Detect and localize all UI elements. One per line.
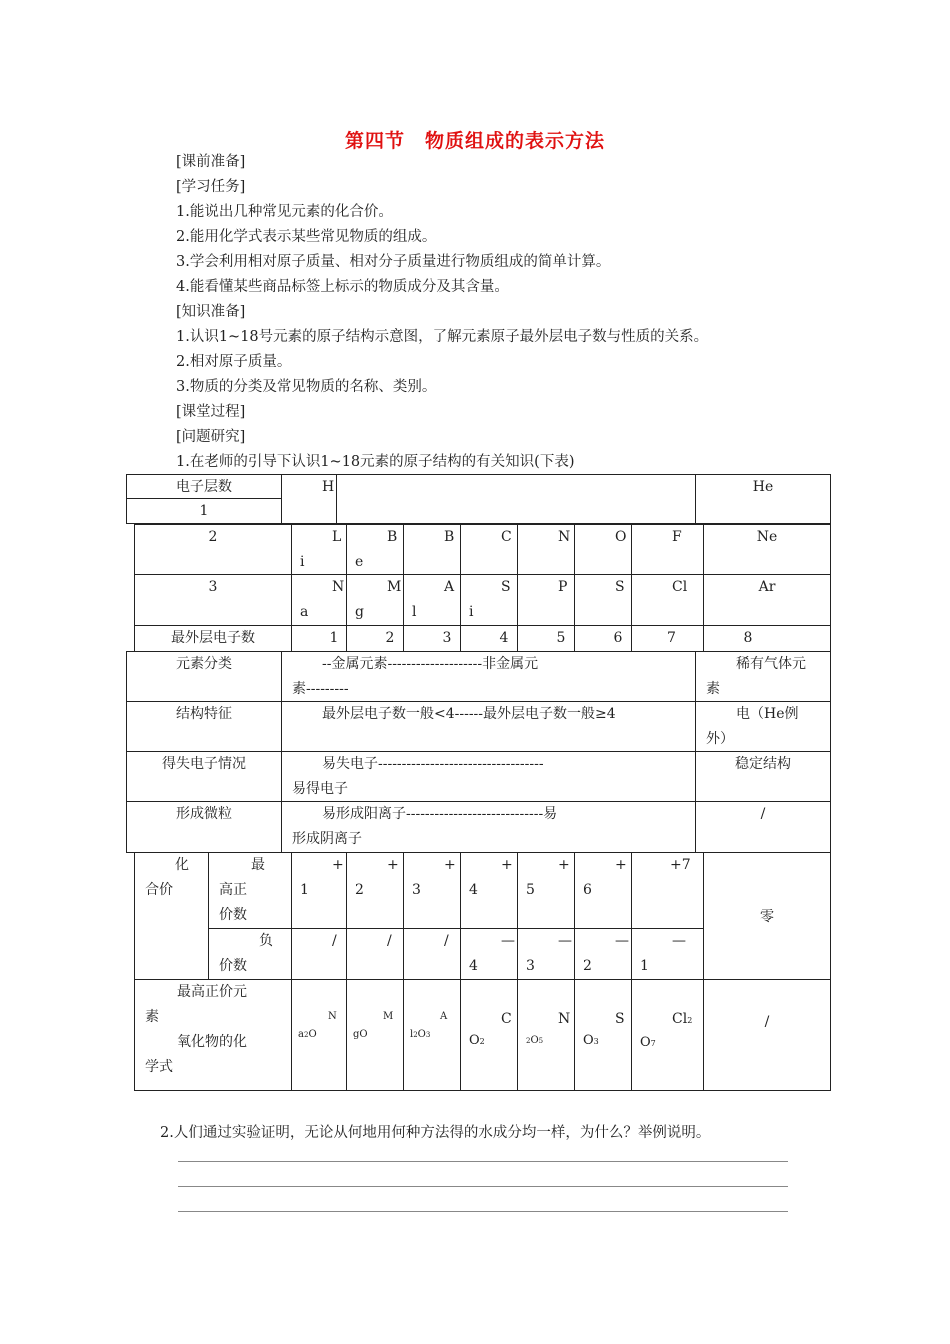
outer-electron-6-cell: 6: [574, 625, 632, 652]
oxide-so3-cell: S O3: [574, 979, 632, 1091]
research-item-1: 1.在老师的引导下认识1~18元素的原子结构的有关知识(下表): [176, 454, 575, 470]
task-item-1: 1.能说出几种常见元素的化合价。: [176, 204, 393, 220]
oxide-al2o3-cell: A l2O3: [403, 979, 461, 1091]
particle-label-cell: 形成微粒: [126, 801, 282, 853]
answer-line-1: [178, 1161, 788, 1162]
question-2: 2.人们通过实验证明，无论从何地用何种方法得的水成分均一样，为什么？举例说明。: [160, 1125, 711, 1141]
structure-label-cell: 结构特征: [126, 701, 282, 752]
element-si-cell: S i: [460, 574, 518, 626]
outer-electron-5-cell: 5: [517, 625, 575, 652]
valence-zero-cell: 零: [703, 852, 831, 980]
oxide-mgo-cell: M gO: [346, 979, 404, 1091]
element-o-cell: O: [574, 524, 632, 575]
particle-noble-cell: /: [695, 801, 831, 853]
element-n-cell: N: [517, 524, 575, 575]
knowledge-item-3: 3.物质的分类及常见物质的名称、类别。: [176, 379, 437, 395]
valence-neg-3-cell: /: [403, 928, 461, 980]
element-ne-cell: Ne: [703, 524, 831, 575]
outer-electron-8-cell: 8: [703, 625, 831, 652]
element-c-cell: C: [460, 524, 518, 575]
element-f-cell: F: [631, 524, 704, 575]
element-h-cell: H: [281, 474, 337, 524]
section-heading-prep: [课前准备]: [176, 154, 246, 170]
valence-neg-6-cell: — 2: [574, 928, 632, 980]
category-label-cell: 元素分类: [126, 651, 282, 702]
valence-high-2-cell: + 2: [346, 852, 404, 929]
knowledge-item-2: 2.相对原子质量。: [176, 354, 292, 370]
outer-electron-3-cell: 3: [403, 625, 461, 652]
valence-high-label-cell: 最 高正 价数: [208, 852, 292, 929]
valence-neg-5-cell: — 3: [517, 928, 575, 980]
oxide-n2o5-cell: N 2O5: [517, 979, 575, 1091]
task-item-3: 3.学会利用相对原子质量、相对分子质量进行物质组成的简单计算。: [176, 254, 611, 270]
electron-text-cell: 易失电子----------------------------------- 易得电子: [281, 751, 696, 802]
section-heading-task: [学习任务]: [176, 179, 246, 195]
outer-electron-4-cell: 4: [460, 625, 518, 652]
valence-neg-2-cell: /: [346, 928, 404, 980]
element-he-cell: He: [695, 474, 831, 524]
valence-neg-4-cell: — 4: [460, 928, 518, 980]
structure-text-cell: 最外层电子数一般<4------最外层电子数一般≥4: [281, 701, 696, 752]
period-1-cell: 1: [126, 498, 282, 524]
answer-line-3: [178, 1211, 788, 1212]
category-noble-cell: 稀有气体元 素: [695, 651, 831, 702]
particle-text-cell: 易形成阳离子-----------------------------易 形成阴离子: [281, 801, 696, 853]
header-label-cell: 电子层数: [126, 474, 282, 499]
page-title: 第四节 物质组成的表示方法: [344, 130, 605, 152]
valence-high-6-cell: + 6: [574, 852, 632, 929]
oxide-label-cell: 最高正价元 素 氧化物的化 学式: [134, 979, 292, 1091]
outer-electron-1-cell: 1: [291, 625, 347, 652]
period-2-cell: 2: [134, 524, 292, 575]
valence-label-cell: 化 合价: [134, 852, 209, 980]
element-b-cell: B: [403, 524, 461, 575]
answer-line-2: [178, 1186, 788, 1187]
valence-neg-7-cell: — 1: [631, 928, 704, 980]
outer-electron-2-cell: 2: [346, 625, 404, 652]
element-p-cell: P: [517, 574, 575, 626]
valence-high-3-cell: + 3: [403, 852, 461, 929]
task-item-4: 4.能看懂某些商品标签上标示的物质成分及其含量。: [176, 279, 509, 295]
element-s-cell: S: [574, 574, 632, 626]
outer-electron-7-cell: 7: [631, 625, 704, 652]
knowledge-item-1: 1.认识1~18号元素的原子结构示意图，了解元素原子最外层电子数与性质的关系。: [176, 329, 709, 345]
oxide-co2-cell: C O2: [460, 979, 518, 1091]
element-na-cell: N a: [291, 574, 347, 626]
section-heading-research: [问题研究]: [176, 429, 246, 445]
element-cl-cell: Cl: [631, 574, 704, 626]
element-be-cell: B e: [346, 524, 404, 575]
oxide-na2o-cell: N a2O: [291, 979, 347, 1091]
element-mg-cell: M g: [346, 574, 404, 626]
valence-high-4-cell: + 4: [460, 852, 518, 929]
oxide-noble-cell: /: [703, 979, 831, 1091]
element-ar-cell: Ar: [703, 574, 831, 626]
period-1-gap-cell: [336, 474, 696, 524]
valence-high-1-cell: + 1: [291, 852, 347, 929]
task-item-2: 2.能用化学式表示某些常见物质的组成。: [176, 229, 437, 245]
valence-high-7-cell: +7: [631, 852, 704, 929]
element-al-cell: A l: [403, 574, 461, 626]
element-li-cell: L i: [291, 524, 347, 575]
period-3-cell: 3: [134, 574, 292, 626]
section-heading-knowledge: [知识准备]: [176, 304, 246, 320]
electron-noble-cell: 稳定结构: [695, 751, 831, 802]
outer-electron-label-cell: 最外层电子数: [134, 625, 292, 652]
section-heading-class: [课堂过程]: [176, 404, 246, 420]
oxide-cl2o7-cell: Cl2 O7: [631, 979, 704, 1091]
category-text-cell: --金属元素--------------------非金属元 素---------: [281, 651, 696, 702]
valence-neg-1-cell: /: [291, 928, 347, 980]
electron-label-cell: 得失电子情况: [126, 751, 282, 802]
valence-high-5-cell: + 5: [517, 852, 575, 929]
valence-neg-label-cell: 负 价数: [208, 928, 292, 980]
structure-noble-cell: 电（He例 外）: [695, 701, 831, 752]
